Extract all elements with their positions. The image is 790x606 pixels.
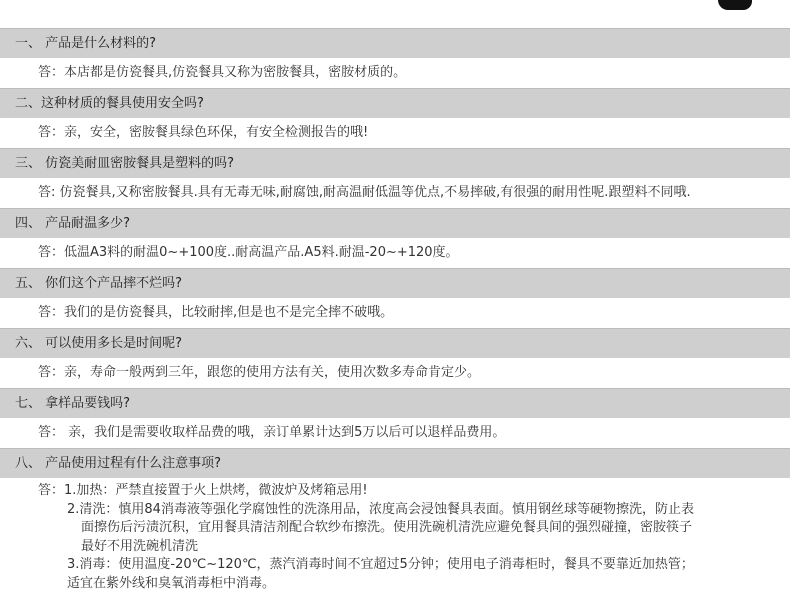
- faq-answer-6: 答：亲，寿命一般两到三年，跟您的使用方法有关，使用次数多寿命肯定少。: [0, 358, 790, 388]
- faq-answer-7: 答： 亲，我们是需要收取样品费的哦，亲订单累计达到5万以后可以退样品费用。: [0, 418, 790, 448]
- faq-question-1: 一、 产品是什么材料的?: [0, 28, 790, 58]
- faq-list: [0, 28, 790, 593]
- faq-answer-2: 答：亲，安全，密胺餐具绿色环保，有安全检测报告的哦!: [0, 118, 790, 148]
- care-item-cleaning: [67, 501, 774, 520]
- care-item-text: 最好不用洗碗机清洗: [81, 538, 199, 554]
- faq-question-3: 三、 仿瓷美耐皿密胺餐具是塑料的吗?: [0, 148, 790, 178]
- care-item-text: 清洗：慎用84消毒液等强化学腐蚀性的洗涤用品，浓度高会浸蚀餐具表面。慎用钢丝球等硬物擦洗，防止表: [79, 501, 694, 517]
- faq-answer-1: 答：本店都是仿瓷餐具,仿瓷餐具又称为密胺餐具，密胺材质的。: [0, 58, 790, 88]
- faq-question-2: 二、这种材质的餐具使用安全吗?: [0, 88, 790, 118]
- care-item-text: 适宜在紫外线和臭氧消毒柜中消毒。: [67, 575, 276, 591]
- care-item-text: 消毒：使用温度-20℃~120℃，蒸汽消毒时间不宜超过5分钟；使用电子消毒柜时，餐具不要靠近加热管；: [79, 557, 694, 572]
- care-item-disinfection: [67, 556, 774, 575]
- answer-prefix: 答：: [38, 483, 65, 498]
- care-item-heating: [64, 482, 774, 501]
- logo-mark: [718, 0, 752, 10]
- faq-answer-3: 答: 仿瓷餐具,又称密胺餐具.具有无毒无味,耐腐蚀,耐高温耐低温等优点,不易摔破,有很强的耐用性呢.跟塑料不同哦.: [0, 178, 790, 208]
- care-item-number: 2.: [67, 501, 80, 517]
- care-item-number: 3.: [67, 557, 80, 572]
- faq-answer-8: [0, 478, 790, 593]
- faq-question-6: 六、 可以使用多长是时间呢?: [0, 328, 790, 358]
- faq-answer-5: 答：我们的是仿瓷餐具，比较耐摔,但是也不是完全摔不破哦。: [0, 298, 790, 328]
- care-item-text: 面擦伤后污渍沉积，宜用餐具清洁剂配合软纱布擦洗。使用洗碗机清洗应避免餐具间的强烈碰撞，密胺筷子: [81, 520, 693, 535]
- faq-answer-4: 答：低温A3料的耐温0~+100度..耐高温产品.A5料.耐温-20~+120度。: [0, 238, 790, 268]
- care-notes: [64, 482, 790, 501]
- faq-question-8: 八、 产品使用过程有什么注意事项?: [0, 448, 790, 478]
- faq-question-4: 四、 产品耐温多少?: [0, 208, 790, 238]
- care-item-text: 加热：严禁直接置于火上烘烤，微波炉及烤箱忌用!: [76, 483, 368, 498]
- care-item-number: 1.: [64, 483, 77, 498]
- faq-question-5: 五、 你们这个产品摔不烂吗?: [0, 268, 790, 298]
- faq-question-7: 七、 拿样品要钱吗?: [0, 388, 790, 418]
